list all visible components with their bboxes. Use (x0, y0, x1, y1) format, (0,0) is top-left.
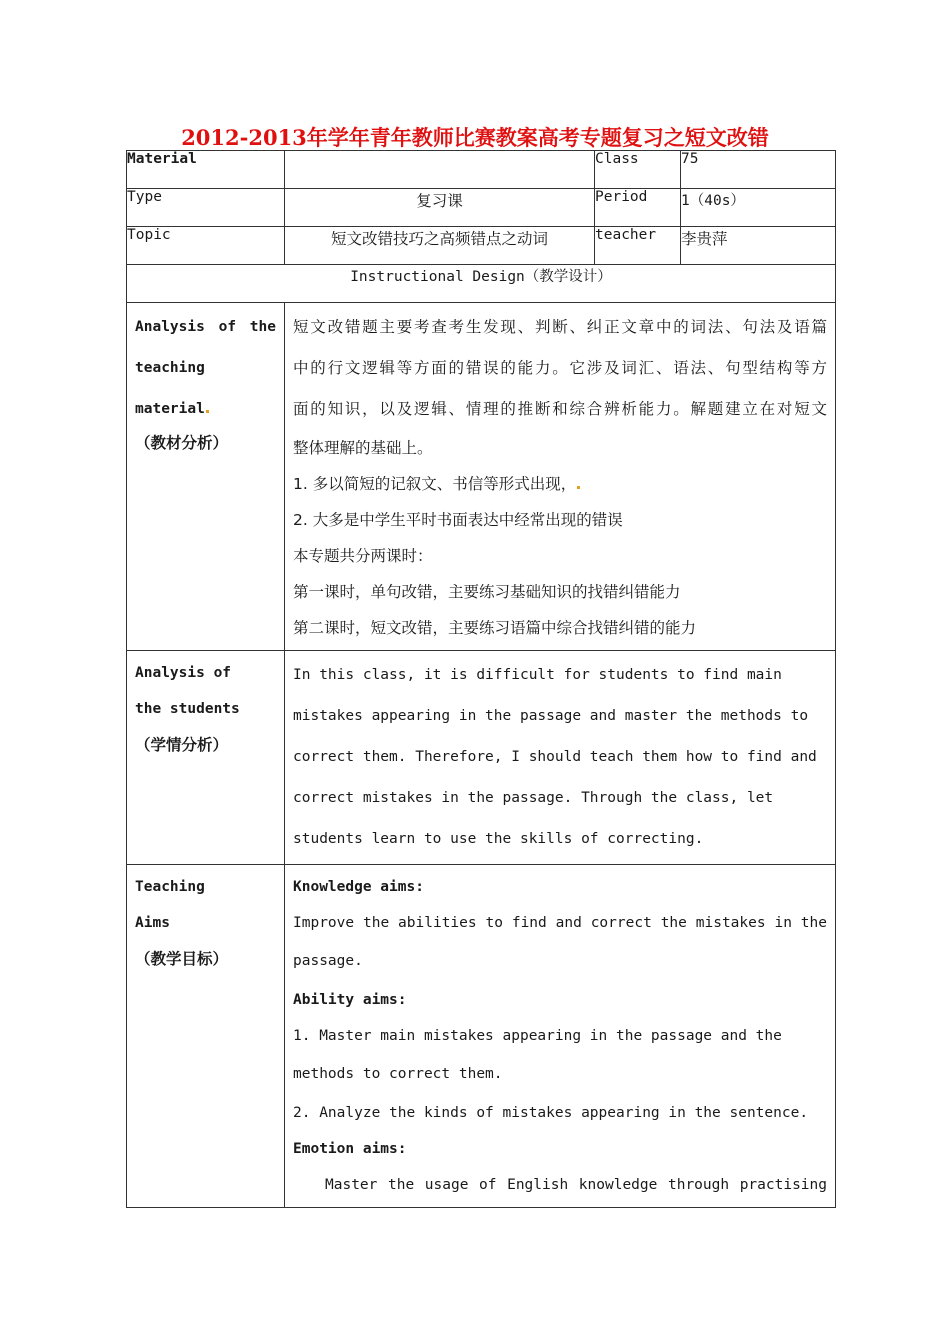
students-l5: students learn to use the skills of correcting. (293, 831, 704, 847)
aims-label-line1: Teaching (135, 879, 205, 895)
aims-content (285, 865, 836, 1208)
aims-label-cell (127, 865, 285, 1208)
students-l1: In this class, it is difficult for students to find main (293, 667, 782, 683)
aims-label-cn: （教学目标） (135, 950, 229, 968)
ability-aims-1b: methods to correct them. (293, 1066, 503, 1082)
teaching-material-label-line3: material (135, 401, 205, 417)
teaching-material-label-line1: Analysis of the (135, 319, 276, 335)
students-l3: correct them. Therefore, I should teach them how to find and (293, 749, 817, 765)
design-heading: Instructional Design（教学设计） (127, 265, 836, 303)
emotion-aims-heading: Emotion aims: (293, 1141, 407, 1157)
students-label-line2: the students (135, 701, 240, 717)
tm-p1-l1: 短文改错题主要考查考生发现、判断、纠正文章中的词法、句法及语篇 (293, 318, 827, 336)
students-row (127, 651, 836, 865)
class-value: 75 (681, 151, 836, 189)
students-label-cn: （学情分析） (135, 736, 229, 754)
type-label: Type (127, 189, 285, 227)
type-row (127, 189, 836, 227)
teacher-label: teacher (595, 227, 681, 265)
tm-p2: 本专题共分两课时： (293, 547, 433, 565)
knowledge-aims-heading: Knowledge aims: (293, 879, 424, 895)
teaching-material-label-cell (127, 303, 285, 651)
tm-p3: 第一课时，单句改错，主要练习基础知识的找错纠错能力 (293, 583, 681, 601)
topic-value: 短文改错技巧之高频错点之动词 (285, 227, 595, 265)
knowledge-aims-l1: Improve the abilities to find and correct the mistakes in the (293, 915, 827, 931)
material-label: Material (127, 151, 285, 189)
teaching-material-label-cn: （教材分析） (135, 434, 229, 452)
material-row (127, 151, 836, 189)
tm-item2: 2. 大多是中学生平时书面表达中经常出现的错误 (293, 511, 623, 529)
students-l2: mistakes appearing in the passage and master the methods to (293, 708, 809, 724)
period-value: 1（40s） (681, 189, 836, 227)
period-label: Period (595, 189, 681, 227)
ability-aims-2: 2. Analyze the kinds of mistakes appearing in the sentence. (293, 1105, 809, 1121)
topic-label: Topic (127, 227, 285, 265)
aims-row (127, 865, 836, 1208)
aims-label-line2: Aims (135, 915, 170, 931)
ability-aims-heading: Ability aims: (293, 992, 407, 1008)
teaching-material-label-line2: teaching (135, 360, 205, 376)
tm-p1-l3: 面的知识，以及逻辑、情理的推断和综合辨析能力。解题建立在对短文 (293, 400, 827, 418)
students-l4: correct mistakes in the passage. Through the class, let (293, 790, 774, 806)
teaching-material-content (285, 303, 836, 651)
tm-item1: 1. 多以简短的记叙文、书信等形式出现， (293, 475, 577, 493)
class-label: Class (595, 151, 681, 189)
knowledge-aims-l2: passage. (293, 953, 363, 969)
students-label-line1: Analysis of (135, 665, 232, 681)
document-title: 2012-2013年学年青年教师比赛教案高考专题复习之短文改错 (181, 125, 769, 150)
emotion-aims-l1: Master the usage of English knowledge through practising (325, 1177, 827, 1193)
teacher-value: 李贵萍 (681, 227, 836, 265)
ability-aims-1a: 1. Master main mistakes appearing in the passage and the (293, 1028, 782, 1044)
type-value: 复习课 (285, 189, 595, 227)
students-content (285, 651, 836, 865)
tm-p1-l2: 中的行文逻辑等方面的错误的能力。它涉及词汇、语法、句型结构等方 (293, 359, 827, 377)
students-label-cell (127, 651, 285, 865)
teaching-material-row (127, 303, 836, 651)
design-heading-row (127, 265, 836, 303)
tm-p1-l4: 整体理解的基础上。 (293, 439, 433, 457)
tm-p4: 第二课时，短文改错，主要练习语篇中综合找错纠错的能力 (293, 619, 697, 637)
topic-row (127, 227, 836, 265)
lesson-plan-table (126, 150, 836, 1208)
material-value (285, 151, 595, 189)
